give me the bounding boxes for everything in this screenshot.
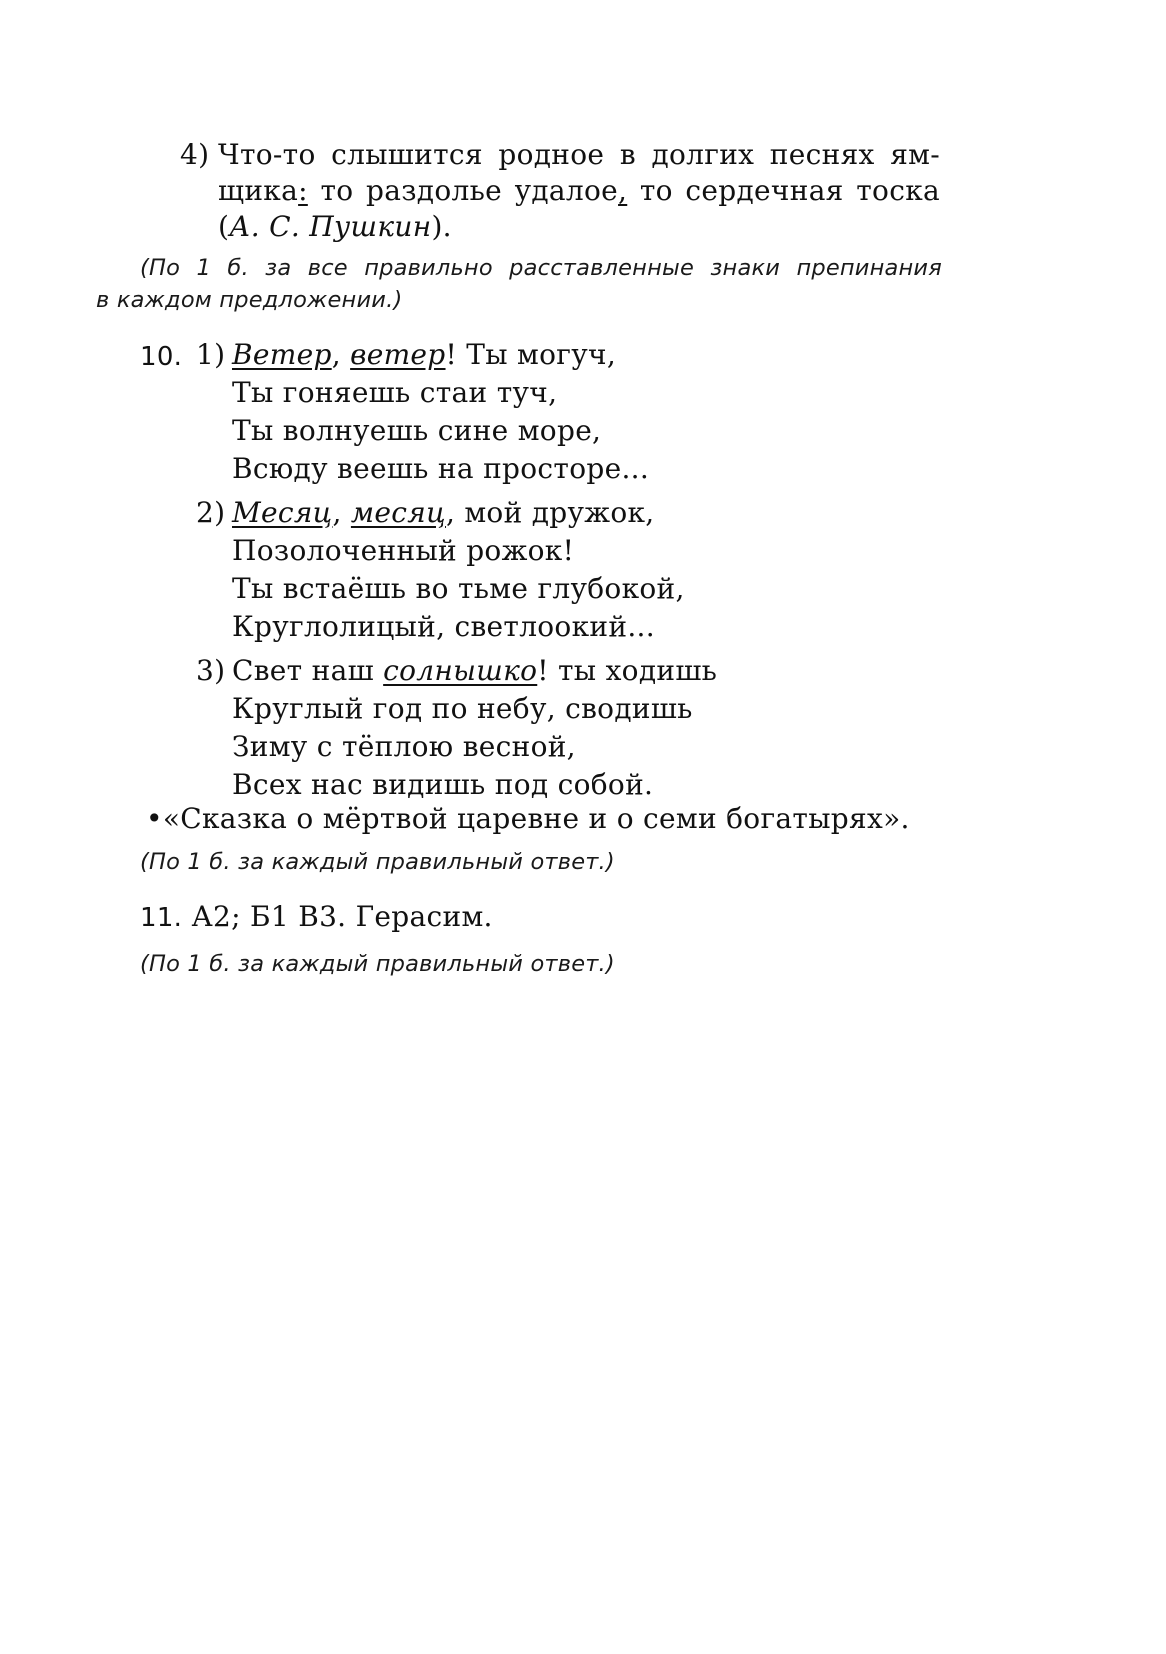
item-4-line-1: Что-то слышится родное в долгих песнях ям- — [218, 138, 940, 171]
bullet-icon: • — [146, 802, 163, 835]
item-4-line-2-a: щика — [218, 174, 299, 207]
address-word-2: ветер — [350, 338, 446, 371]
source-title: «Сказка о мёртвой царевне и о семи богатырях». — [162, 802, 910, 835]
scoring-note-task-10: (По 1 б. за каждый правильный ответ.) — [140, 849, 615, 875]
poem-1-number: 1) — [196, 338, 226, 371]
item-4-line-2-b: то раздолье удалое — [307, 174, 619, 207]
poem-2-number: 2) — [196, 496, 226, 529]
poem-1-line-1-rest: ! Ты могуч, — [445, 338, 617, 371]
separator: , — [332, 496, 351, 529]
scoring-note-1 — [96, 252, 942, 316]
poem-3-line-1 — [232, 652, 717, 690]
poem-2-line-1 — [232, 494, 685, 532]
paren-close: ). — [431, 210, 452, 243]
task-10-number: 10. — [140, 342, 183, 372]
poem-1-line-4: Всюду веешь на просторе... — [232, 452, 650, 485]
underlined-colon: : — [298, 174, 308, 207]
address-word-1: Месяц — [232, 496, 333, 529]
task-10-source — [146, 800, 910, 838]
item-4-line-2 — [218, 172, 940, 210]
poem-3-line-1-rest: ! ты ходишь — [537, 654, 718, 687]
poem-1-lines — [232, 336, 649, 488]
poem-2-line-2: Позолоченный рожок! — [232, 534, 575, 567]
poem-3-line-2: Круглый год по небу, сводишь — [232, 692, 693, 725]
underlined-comma: , — [618, 174, 628, 207]
poem-2-lines — [232, 494, 685, 646]
poem-3-line-4: Всех нас видишь под собой. — [232, 768, 654, 801]
poem-1-line-1 — [232, 336, 649, 374]
poem-2-line-3: Ты встаёшь во тьме глубокой, — [232, 572, 685, 605]
poem-3-line-1-start: Свет наш — [232, 654, 384, 687]
poem-2-line-1-rest: , мой дружок, — [445, 496, 655, 529]
poem-2-line-4: Круглолицый, светлоокий... — [232, 610, 655, 643]
item-4-line-3 — [218, 208, 452, 246]
paren-open: ( — [218, 210, 230, 243]
poem-1-line-3: Ты волнуешь сине море, — [232, 414, 602, 447]
task-11 — [140, 898, 493, 937]
address-word-1: Ветер — [232, 338, 332, 371]
scoring-note-1-line-1: (По 1 б. за все правильно расставленные знаки препинания — [140, 255, 942, 281]
task-11-answer: А2; Б1 В3. Герасим. — [182, 900, 493, 933]
scoring-note-task-11: (По 1 б. за каждый правильный ответ.) — [140, 951, 615, 977]
poem-3-number: 3) — [196, 654, 226, 687]
item-4-line-2-c: то сердечная тоска — [627, 174, 940, 207]
separator: , — [331, 338, 351, 371]
task-11-number: 11. — [140, 903, 183, 933]
poem-3-line-3: Зиму с тёплою весной, — [232, 730, 576, 763]
address-word: солнышко — [383, 654, 538, 687]
address-word-2: месяц — [350, 496, 446, 529]
author-name: А. С. Пушкин — [229, 210, 432, 243]
poem-1-line-2: Ты гоняешь стаи туч, — [232, 376, 558, 409]
item-4-number: 4) — [180, 138, 210, 171]
scoring-note-1-line-2: в каждом предложении.) — [96, 287, 403, 313]
poem-3-lines — [232, 652, 717, 804]
